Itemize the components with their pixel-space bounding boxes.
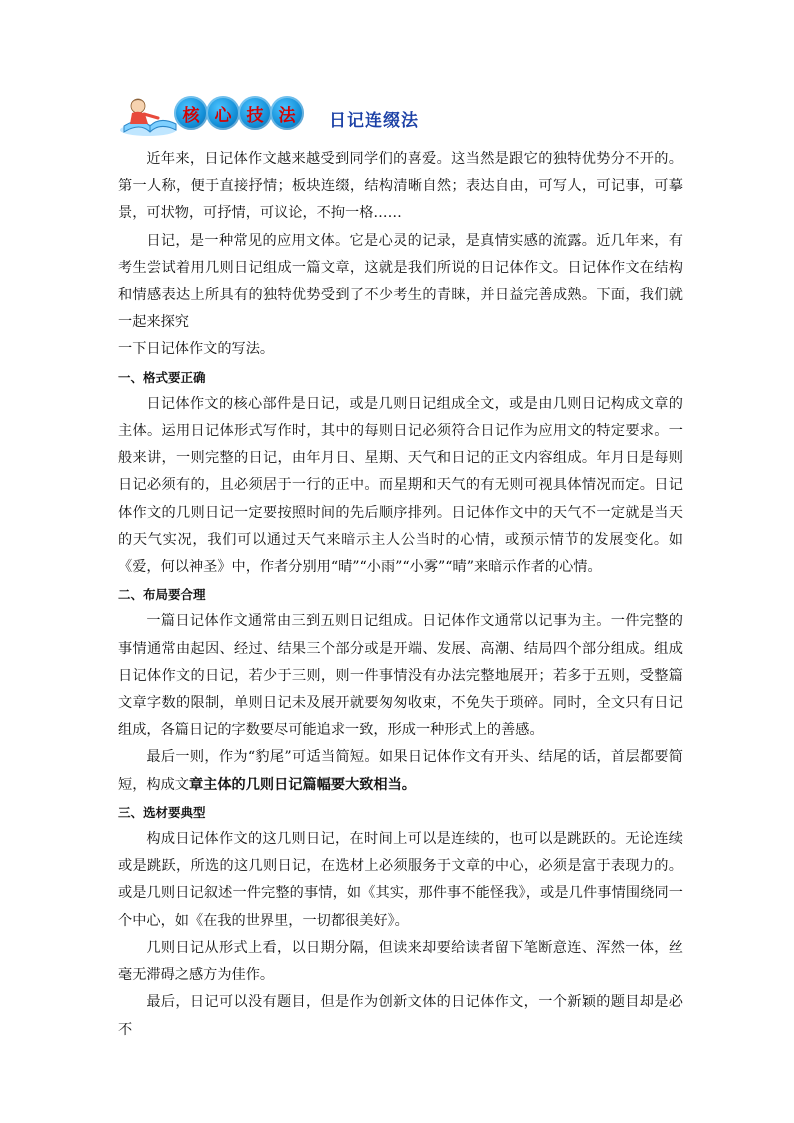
section-header: [118, 92, 678, 140]
badge-ji: 技: [238, 96, 272, 130]
section-2-paragraph-2-bold-text: 章主体的几则日记篇幅要大致相当。: [188, 776, 416, 793]
section-3-paragraph-3: 最后，日记可以没有题目，但是作为创新文体的日记体作文，一个新颖的题目却是必不: [118, 994, 683, 1038]
intro-paragraph-3: 一下日记体作文的写法。: [118, 341, 275, 358]
reading-child-icon: [118, 92, 180, 138]
section-3-paragraph-2: 几则日记从形式上看，以日期分隔，但读来却要给读者留下笔断意连、浑然一体，丝毫无滞碍之感方为佳作。: [118, 939, 683, 984]
badge-he: 核: [174, 96, 208, 130]
section-2-paragraph-2-text: 最后一则，作为“豹尾”可适当简短。如果日记体作文有开头、结尾的话，首层都要简短，构成文: [118, 749, 683, 793]
badge-xin: 心: [206, 96, 240, 130]
section-3-paragraph-1: 构成日记体作文的这几则日记，在时间上可以是连续的，也可以是跳跃的。无论连续或是跳跃，所选的这几则日记，在选材上必须服务于文章的中心，必须是富于表现力的。或是几则日记叙述一件完整的事情，如《其实，那件事不能怪我》，或是几件事情围绕同一个中心，如《在我的世界里，一切都很美好》。: [118, 831, 683, 929]
article-body: [118, 146, 683, 1044]
intro-paragraph-1: 近年来，日记体作文越来越受到同学们的喜爱。这当然是跟它的独特优势分不开的。第一人称，便于直接抒情；板块连缀，结构清晰自然；表达自由，可写人，可记事，可摹景，可状物，可抒情，可议论，不拘一格……: [118, 151, 683, 222]
section-3-heading: 三、选材要典型: [118, 804, 206, 820]
section-2-paragraph-1: 一篇日记体作文通常由三到五则日记组成。日记体作文通常以记事为主。一件完整的事情通常由起因、经过、结果三个部分或是开端、发展、高潮、结局四个部分组成。组成日记体作文的日记，若少于三则，则一件事情没有办法完整地展开；若多于五则，受整篇文章字数的限制，单则日记未及展开就要匆匆收束，不免失于琐碎。同时，全文只有日记组成，各篇日记的字数要尽可能追求一致，形成一种形式上的善感。: [118, 613, 683, 739]
section-2-heading: 二、布局要合理: [118, 587, 206, 603]
page-title: 日记连缀法: [329, 111, 419, 131]
section-1-paragraph-1: 日记体作文的核心部件是日记，或是几则日记组成全文，或是由几则日记构成文章的主体。运用日记体形式写作时，其中的每则日记必须符合日记作为应用文的特定要求。一般来讲，一则完整的日记，由年月日、星期、天气和日记的正文内容组成。年月日是每则日记必须有的，且必须居于一行的正中。而星期和天气的有无则可视具体情况而定。日记体作文的几则日记一定要按照时间的先后顺序排列。日记体作文中的天气不一定就是当天的天气实况，我们可以通过天气来暗示主人公当时的心情，或预示情节的发展变化。如《爱，何以神圣》中，作者分别用“晴”“小雨”“小雾”“晴”来暗示作者的心情。: [118, 395, 683, 576]
intro-paragraph-2: 日记，是一种常见的应用文体。它是心灵的记录，是真情实感的流露。近几年来，有考生尝试着用几则日记组成一篇文章，这就是我们所说的日记体作文。日记体作文在结构和情感表达上所具有的独特优势受到了不少考生的青睐，并日益完善成熟。下面，我们就一起来探究: [118, 232, 683, 331]
badge-fa: 法: [270, 96, 304, 130]
section-2-paragraph-2: [118, 744, 683, 798]
section-1-heading: 一、格式要正确: [118, 369, 206, 385]
badge-row: [174, 96, 302, 132]
